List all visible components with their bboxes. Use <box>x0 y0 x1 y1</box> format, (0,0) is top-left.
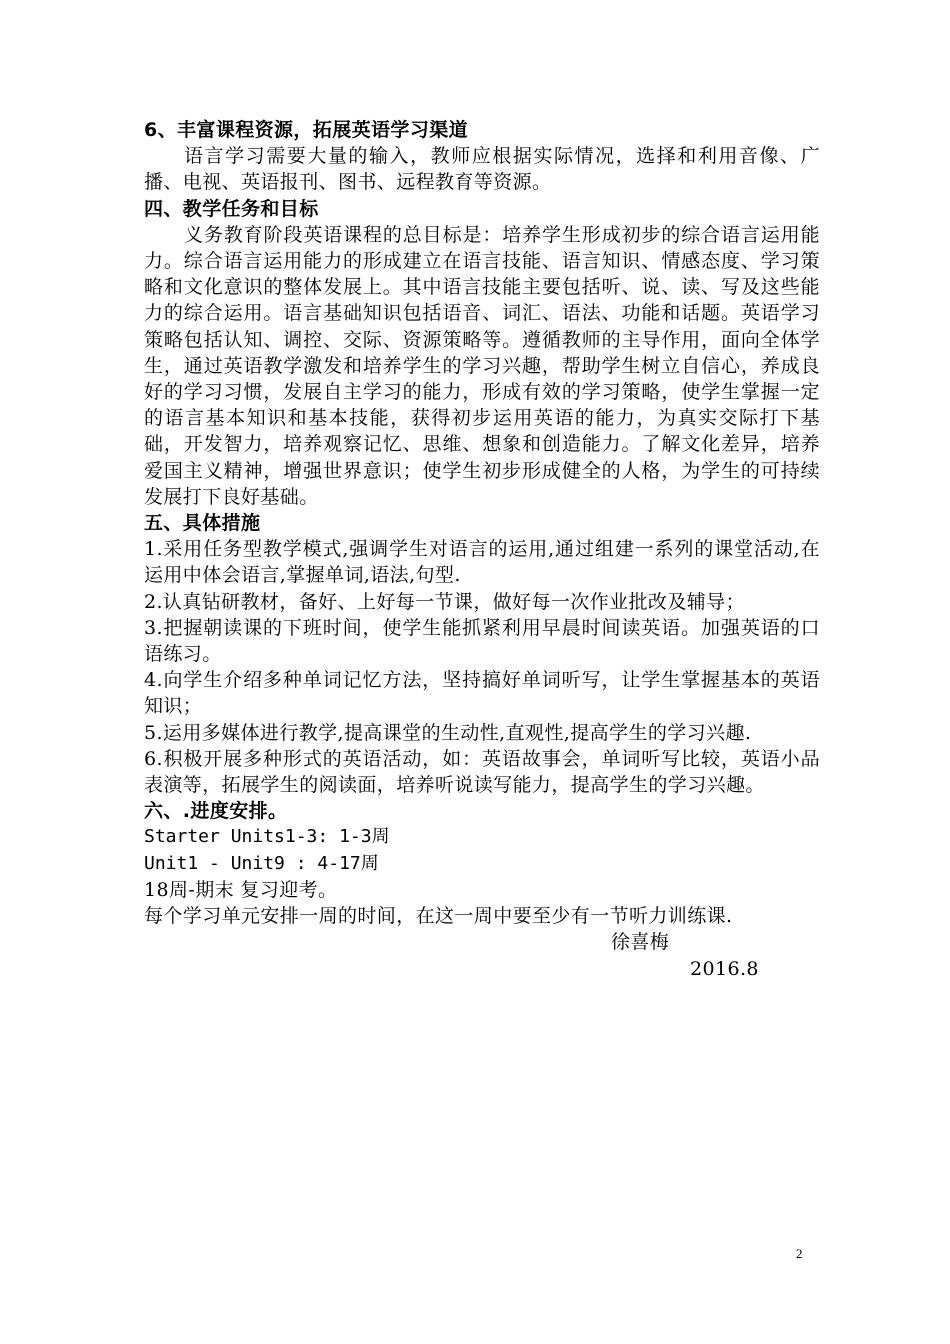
paragraph-goals: 义务教育阶段英语课程的总目标是：培养学生形成初步的综合语言运用能力。综合语言运用能力的形成建立在语言技能、语言知识、情感态度、学习策略和文化意识的整体发展上。其中语言技能主要包括听、说、读、写及这些能力的综合运用。语言基础知识包括语音、词汇、语法、功能和话题。英语学习策略包括认知、调控、交际、资源策略等。遵循教师的主导作用，面向全体学生，通过英语教学激发和培养学生的学习兴趣，帮助学生树立自信心，养成良好的学习习惯，发展自主学习的能力，形成有效的学习策略，使学生掌握一定的语言基本知识和基本技能，获得初步运用英语的能力，为真实交际打下基础，开发智力，培养观察记忆、思维、想象和创造能力。了解文化差异，培养爱国主义精神，增强世界意识；使学生初步形成健全的人格，为学生的可持续发展打下良好基础。 <box>144 223 820 508</box>
section-heading-goals: 四、教学任务和目标 <box>144 197 319 220</box>
document-page <box>144 117 820 982</box>
page-number: 2 <box>796 1246 803 1261</box>
measure-item-2: 2.认真钻研教材，备好、上好每一节课，做好每一次作业批改及辅导； <box>144 590 745 613</box>
schedule-line-2: Unit1 - Unit9 : 4-17周 <box>144 852 379 874</box>
schedule-line-3: 18周-期末 复习迎考。 <box>144 878 338 901</box>
schedule-line-1: Starter Units1-3: 1-3周 <box>144 826 390 848</box>
section-heading-schedule: 六、.进度安排。 <box>144 800 288 823</box>
measure-item-4: 4.向学生介绍多种单词记忆方法，坚持搞好单词听写，让学生掌握基本的英语知识； <box>144 669 820 718</box>
section-heading-resources: 6、丰富课程资源，拓展英语学习渠道 <box>144 119 469 141</box>
paragraph-resources: 语言学习需要大量的输入，教师应根据实际情况，选择和利用音像、广播、电视、英语报刊、图书、远程教育等资源。 <box>144 145 820 194</box>
signature-date: 2016.8 <box>690 957 759 980</box>
section-heading-measures: 五、具体措施 <box>144 512 261 535</box>
measure-item-5: 5.运用多媒体进行教学,提高课堂的生动性,直观性,提高学生的学习兴趣. <box>144 721 752 744</box>
measure-item-3: 3.把握朝读课的下班时间，使学生能抓紧利用早晨时间读英语。加强英语的口语练习。 <box>144 616 820 666</box>
measure-item-1: 1.采用任务型教学模式,强调学生对语言的运用,通过组建一系列的课堂活动,在运用中体会语言,掌握单词,语法,句型. <box>144 538 820 587</box>
signature-name: 徐喜梅 <box>611 931 670 954</box>
schedule-note: 每个学习单元安排一周的时间，在这一周中要至少有一节听力训练课. <box>144 905 733 928</box>
measure-item-6: 6.积极开展多种形式的英语活动，如：英语故事会，单词听写比较，英语小品表演等，拓展学生的阅读面，培养听说读写能力，提高学生的学习兴趣。 <box>144 747 820 797</box>
